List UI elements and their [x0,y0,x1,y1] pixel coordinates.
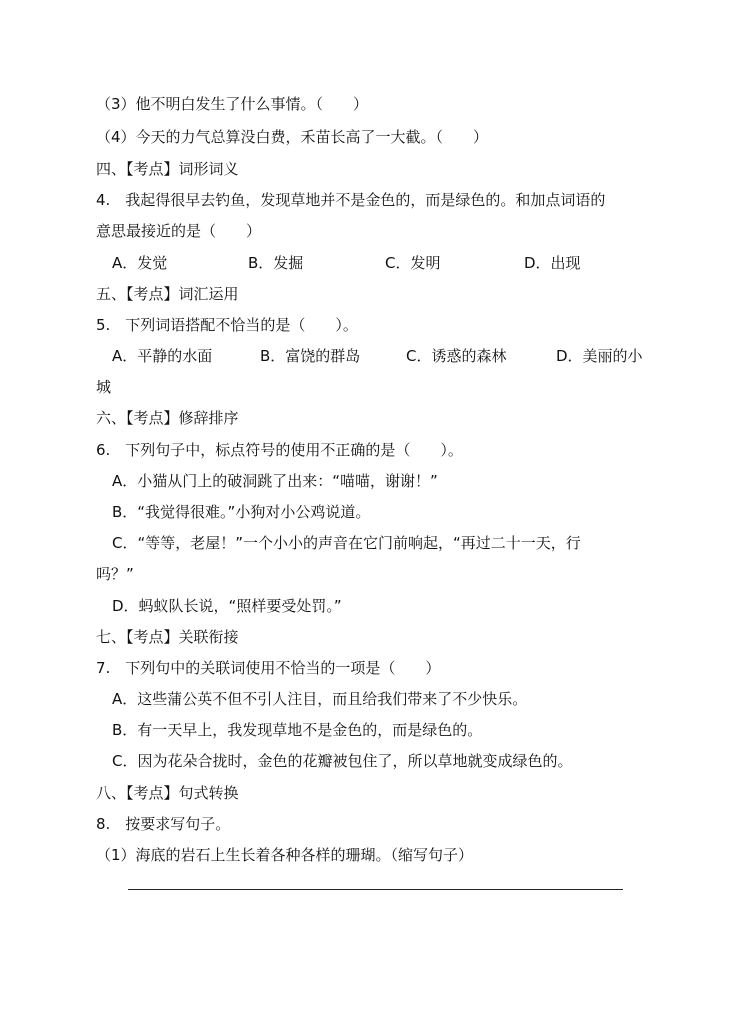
question-7-option-c: C．因为花朵合拢时，金色的花瓣被包住了，所以草地就变成绿色的。 [112,752,573,770]
section-6-header: 六、【考点】修辞排序 [96,409,239,427]
question-6-option-d: D．蚂蚁队长说，“照样要受处罚。” [112,597,342,615]
q3-item-3: （3）他不明白发生了什么事情。（ ） [96,95,369,113]
question-4-options [112,253,612,273]
section-5-header: 五、【考点】词汇运用 [96,285,239,303]
option-a: A．平静的水面 [112,347,213,365]
question-6: 6. 下列句子中，标点符号的使用不正确的是（ ）。 [96,441,463,459]
option-b: B．富饶的群岛 [260,347,361,365]
question-6-option-a: A．小猫从门上的破洞跳了出来：“喵喵，谢谢！” [112,472,438,490]
option-b: B．发掘 [248,254,304,272]
question-4-line-1: 4. 我起得很早去钓鱼，发现草地并不是金色的，而是绿色的。和加点词语的 [96,191,606,209]
option-a: A．发觉 [112,254,168,272]
section-7-header: 七、【考点】关联衔接 [96,628,239,646]
option-c: C．诱惑的森林 [406,347,507,365]
question-7-option-a: A．这些蒲公英不但不引人注目，而且给我们带来了不少快乐。 [112,690,528,708]
option-d: D．出现 [524,254,581,272]
question-5-options [112,346,652,366]
question-6-option-c-line-1: C．“等等，老屋！”一个小小的声音在它门前响起，“再过二十一天，行 [112,534,581,552]
question-4-line-2: 意思最接近的是（ ） [96,222,262,240]
q3-item-4: （4）今天的力气总算没白费，禾苗长高了一大截。（ ） [96,128,489,146]
option-d: D．美丽的小 [556,347,643,365]
option-c: C．发明 [385,254,441,272]
question-6-option-b: B．“我觉得很难。”小狗对小公鸡说道。 [112,503,371,521]
question-8: 8. 按要求写句子。 [96,815,231,833]
question-7-option-b: B．有一天早上，我发现草地不是金色的，而是绿色的。 [112,721,483,739]
section-4-header: 四、【考点】词形词义 [96,160,239,178]
question-6-option-c-line-2: 吗？” [96,565,134,583]
question-5: 5. 下列词语搭配不恰当的是（ ）。 [96,316,358,334]
question-7: 7. 下列句中的关联词使用不恰当的一项是（ ） [96,659,441,677]
answer-line[interactable] [128,889,623,890]
question-5-option-d-wrap: 城 [96,378,112,396]
section-8-header: 八、【考点】句式转换 [96,784,239,802]
question-8-item-1: （1）海底的岩石上生长着各种各样的珊瑚。（缩写句子） [96,846,474,864]
